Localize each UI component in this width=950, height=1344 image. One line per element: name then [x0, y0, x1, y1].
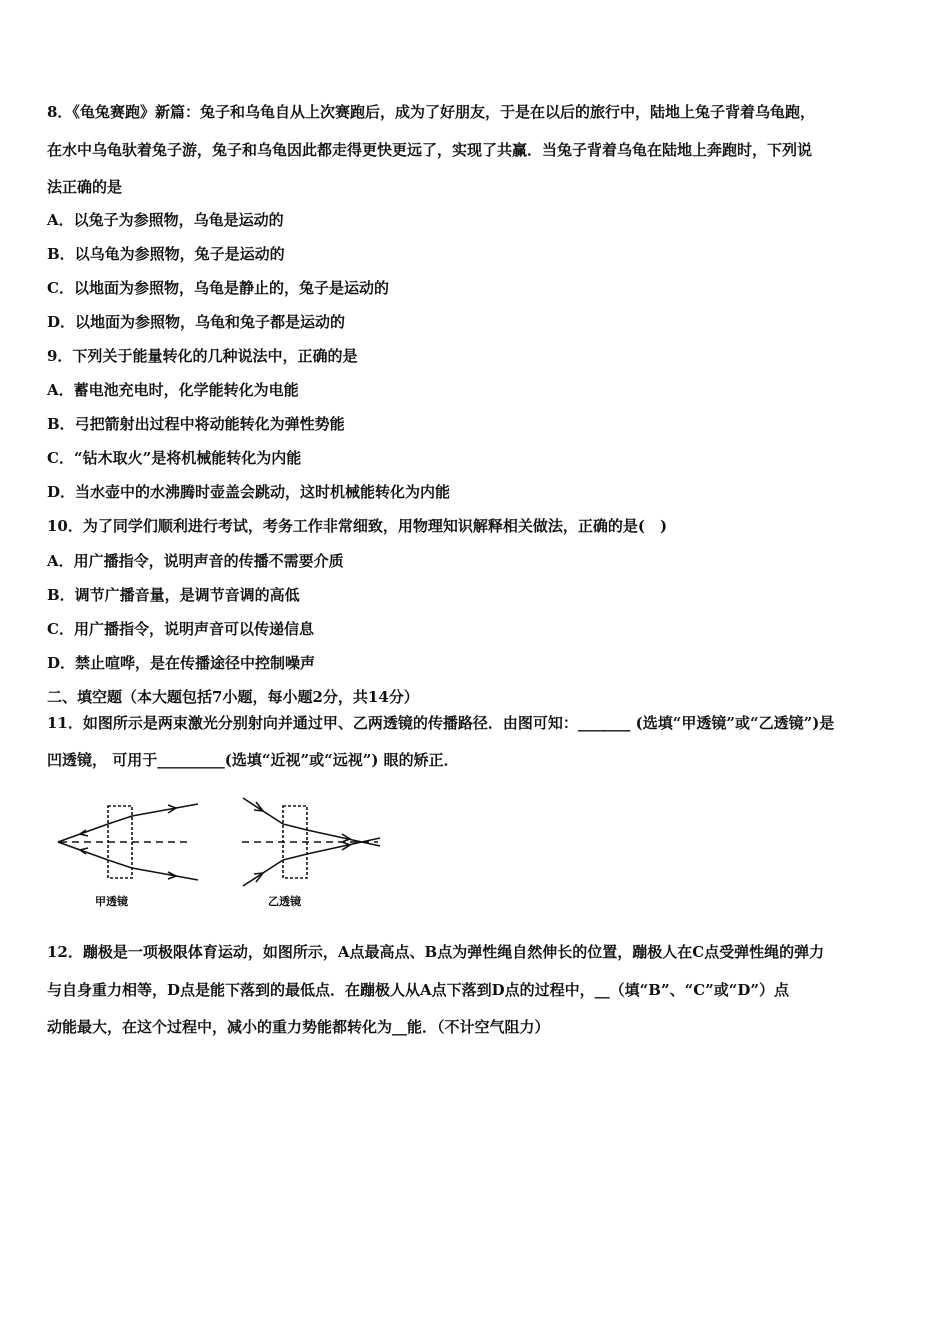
q8-option-c: C．以地面为参照物，乌龟是静止的，兔子是运动的: [47, 279, 389, 297]
lens-figure: [50, 790, 390, 915]
q12-line1: 12．蹦极是一项极限体育运动，如图所示，A点最高点、B点为弹性绳自然伸长的位置，蹦极人在C点受弹性绳的弹力: [47, 943, 825, 961]
q8-option-b: B．以乌龟为参照物，兔子是运动的: [47, 245, 285, 263]
q10-option-c: C．用广播指令，说明声音可以传递信息: [47, 620, 314, 638]
q9-stem: 9．下列关于能量转化的几种说法中，正确的是: [47, 347, 358, 365]
lens-a-ray-bottom-in: [132, 868, 198, 880]
q10-option-b: B．调节广播音量，是调节音调的高低: [47, 586, 300, 604]
lens-a-label: 甲透镜: [95, 895, 128, 908]
lens-b-ray-top-out: [307, 830, 380, 846]
q9-option-c: C．“钻木取火”是将机械能转化为内能: [47, 449, 302, 467]
lens-a-ray-top-mid: [108, 816, 132, 824]
q12-line3: 动能最大，在这个过程中，减小的重力势能都转化为__能．（不计空气阻力）: [47, 1018, 550, 1036]
section-heading-fill-in: 二、填空题（本大题包括7小题，每小题2分，共14分）: [47, 688, 419, 706]
q8-option-d: D．以地面为参照物，乌龟和兔子都是运动的: [47, 313, 346, 331]
q10-stem: 10．为了同学们顺利进行考试，考务工作非常细致，用物理知识解释相关做法，正确的是( ): [47, 517, 668, 535]
lens-b-label: 乙透镜: [268, 895, 301, 908]
q8-option-a: A．以兔子为参照物，乌龟是运动的: [47, 211, 284, 229]
q11-line2: 凹透镜， 可用于_________(选填“近视”或“远视”) 眼的矫正．: [47, 751, 459, 769]
q9-option-a: A．蓄电池充电时，化学能转化为电能: [47, 381, 299, 399]
q8-stem-line1: 8．《龟兔赛跑》新篇：兔子和乌龟自从上次赛跑后，成为了好朋友，于是在以后的旅行中，陆地上兔子背着乌龟跑，: [47, 103, 815, 121]
lens-a-ray-top-in: [132, 804, 198, 816]
q10-option-a: A．用广播指令，说明声音的传播不需要介质: [47, 552, 344, 570]
q11-line1: 11．如图所示是两束激光分别射向并通过甲、乙两透镜的传播路径．由图可知：_______ (选填“甲透镜”或“乙透镜”)是: [47, 714, 835, 732]
q8-stem-line3: 法正确的是: [47, 178, 123, 196]
lens-a-diagram: [58, 804, 198, 880]
lens-a-ray-top-out: [58, 824, 108, 842]
lens-b-diagram: [242, 798, 380, 886]
q12-line2: 与自身重力相等，D点是能下落到的最低点．在蹦极人从A点下落到D点的过程中，__（填“B”、“C”或“D”）点: [47, 981, 790, 999]
q8-stem-line2: 在水中乌龟驮着兔子游，兔子和乌龟因此都走得更快更远了，实现了共赢．当兔子背着乌龟在陆地上奔跑时，下列说: [47, 141, 813, 159]
lens-b-ray-top-mid: [283, 824, 307, 830]
q10-option-d: D．禁止喧哗，是在传播途径中控制噪声: [47, 654, 316, 672]
lens-a-ray-bottom-out: [58, 842, 108, 860]
q9-option-b: B．弓把箭射出过程中将动能转化为弹性势能: [47, 415, 345, 433]
q9-option-d: D．当水壶中的水沸腾时壶盖会跳动，这时机械能转化为内能: [47, 483, 451, 501]
lens-b-ray-bottom-out: [307, 838, 380, 854]
lens-b-ray-bottom-mid: [283, 854, 307, 860]
lens-a-ray-bottom-mid: [108, 860, 132, 868]
